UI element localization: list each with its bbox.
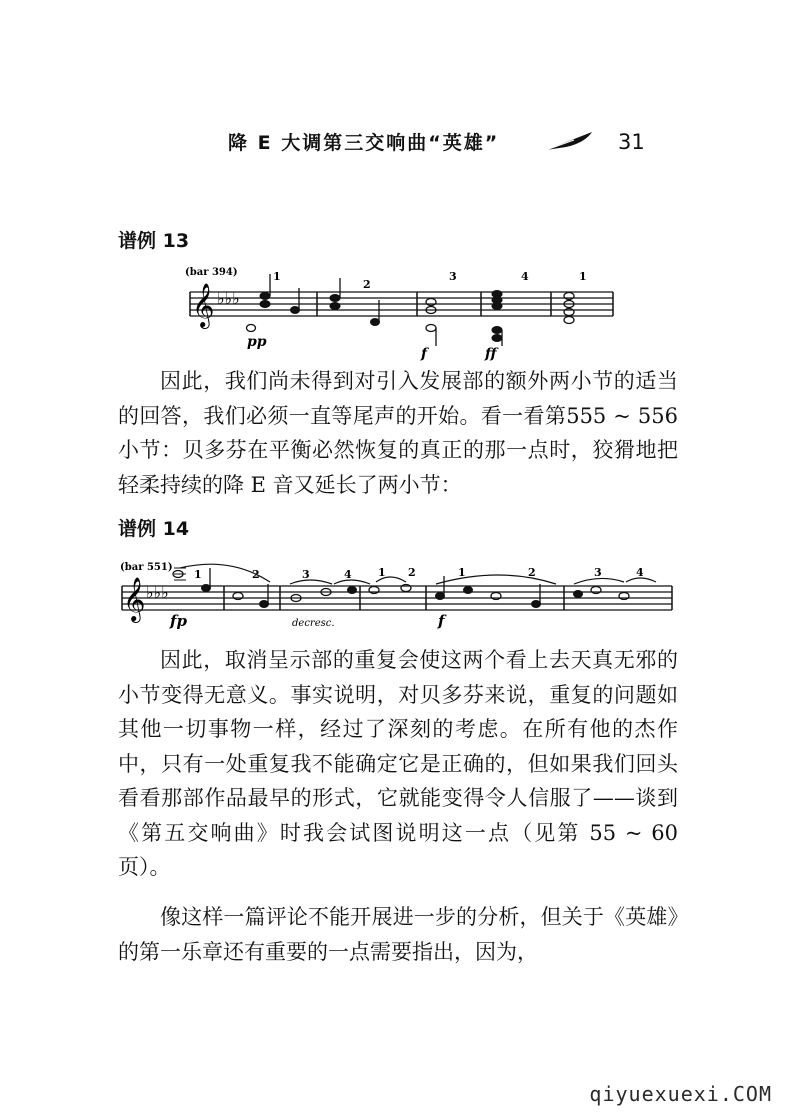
- watermark: qiyuexuexi.COM: [589, 1082, 772, 1106]
- dynamic-marking: ff: [485, 346, 497, 362]
- fingering: 4: [344, 568, 352, 581]
- fingering: 2: [252, 568, 260, 581]
- dynamic-marking: f: [421, 346, 428, 362]
- treble-clef-icon: 𝄞: [192, 283, 215, 327]
- quill-pen-icon: [544, 130, 596, 152]
- fingering: 3: [449, 270, 457, 283]
- treble-clef-icon: 𝄞: [123, 577, 146, 621]
- fingering: 2: [363, 278, 371, 291]
- notes: [173, 568, 629, 608]
- staff-lines: [190, 292, 613, 316]
- page-number: 31: [618, 130, 645, 154]
- fingering: 4: [636, 566, 644, 579]
- running-title: 降 E 大调第三交响曲“英雄”: [228, 132, 500, 154]
- dynamic-marking: pp: [247, 334, 267, 350]
- fingering: 2: [408, 566, 416, 579]
- key-signature: ♭♭♭: [146, 583, 169, 602]
- fingering: 1: [458, 566, 466, 579]
- bar-reference: (bar 394): [185, 267, 238, 278]
- dynamic-marking: fp: [170, 612, 187, 630]
- score-example-13: [185, 266, 617, 364]
- example-14-label: 谱例 14: [118, 518, 190, 540]
- fingering: 3: [594, 566, 602, 579]
- fingering: 1: [579, 270, 587, 283]
- dynamic-marking: f: [438, 612, 445, 630]
- fingering: 4: [521, 270, 529, 283]
- dynamic-marking: decresc.: [292, 618, 335, 629]
- fingering: 1: [273, 270, 281, 283]
- bar-reference: (bar 551): [120, 562, 173, 573]
- paragraph-3: 像这样一篇评论不能开展进一步的分析，但关于《英雄》的第一乐章还有重要的一点需要指出，因为，: [118, 905, 678, 964]
- fingering: 1: [378, 566, 386, 579]
- fingering: 2: [528, 566, 536, 579]
- running-header: [0, 128, 794, 162]
- paragraph-2: 因此，取消呈示部的重复会使这两个看上去天真无邪的小节变得无意义。事实说明，对贝多芬来说，重复的问题如其他一切事物一样，经过了深刻的考虑。在所有他的杰作中，只有一处重复我不能确定它是正确的，但如果我们回头看看那部作品最早的形式，它就能变得令人信服了——谈到《第五交响曲》时我会试图说明这一点（见第 55 ~ 60 页）。: [118, 648, 678, 879]
- score-example-14: [120, 560, 676, 634]
- paragraph-1: 因此，我们尚未得到对引入发展部的额外两小节的适当的回答，我们必须一直等尾声的开始。看一看第555 ~ 556 小节：贝多芬在平衡必然恢复的真正的那一点时，狡猾地把轻柔持续的降 E 音又延长了两小节：: [118, 369, 678, 497]
- fingering: 1: [194, 568, 202, 581]
- example-13-label: 谱例 13: [118, 230, 190, 252]
- key-signature: ♭♭♭: [217, 289, 240, 308]
- fingering: 3: [302, 568, 310, 581]
